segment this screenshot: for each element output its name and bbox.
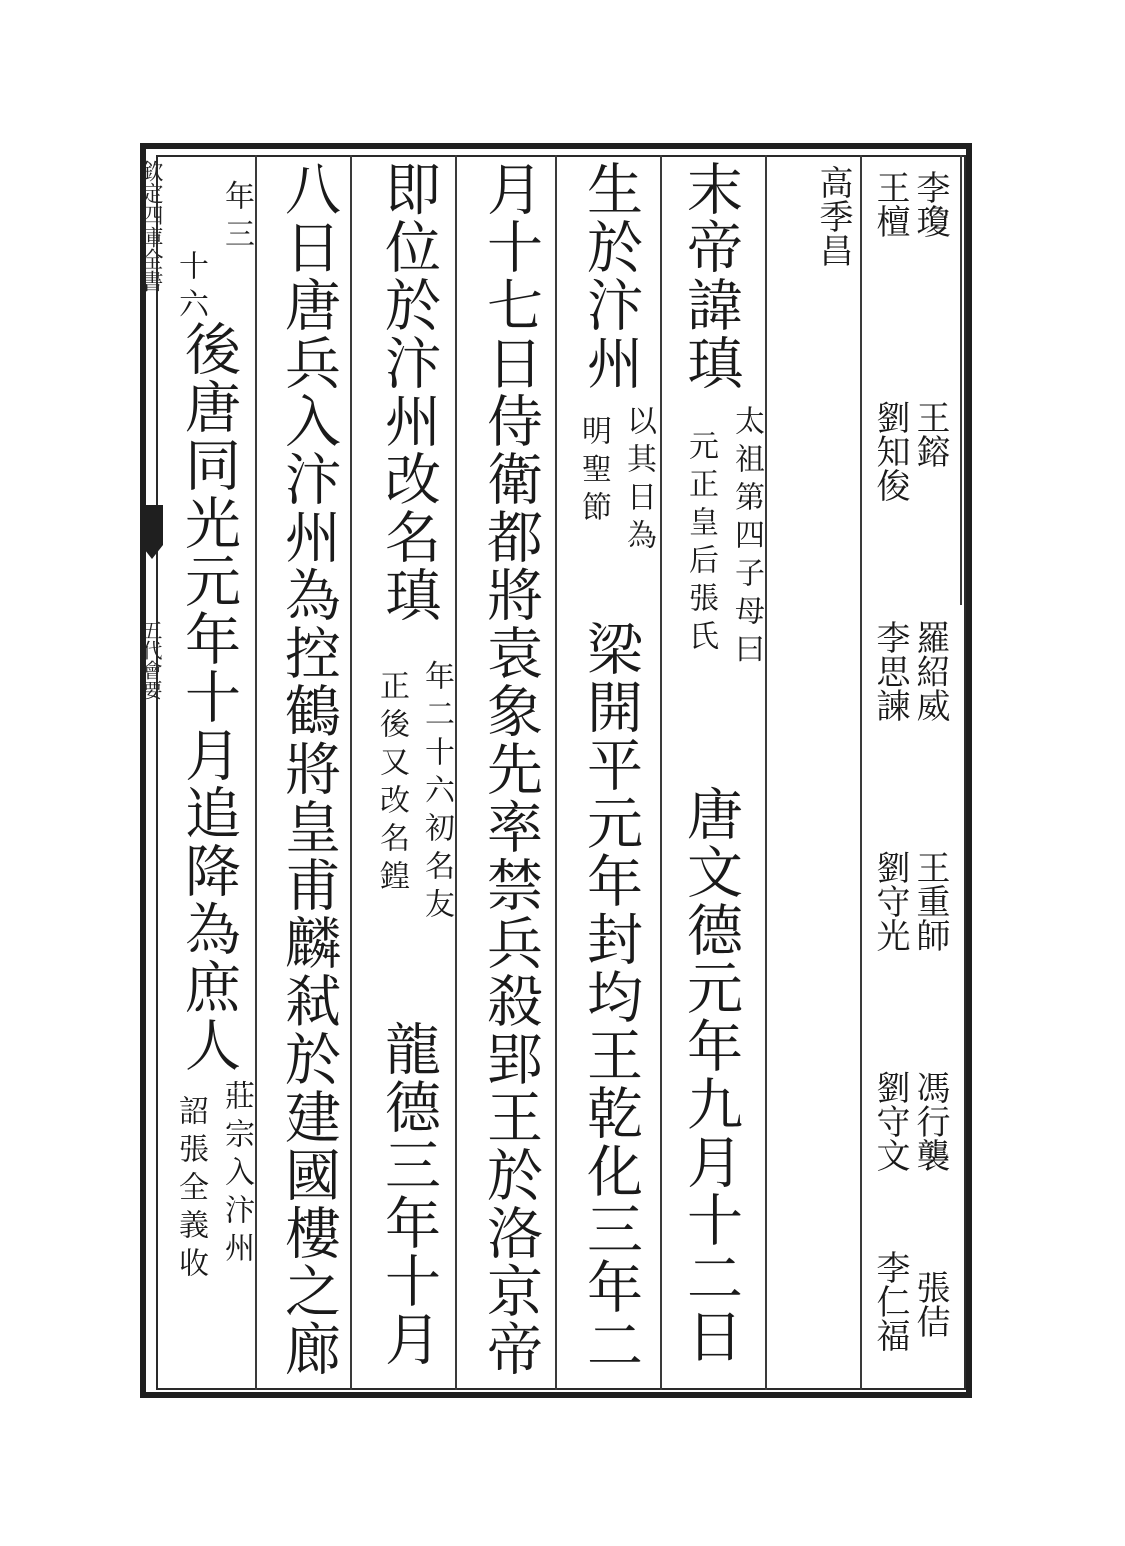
text-column-6-main: 後唐同光元年十月追降為庶人 (176, 320, 241, 1074)
name-entry: 王檀 (870, 170, 910, 238)
column-divider (765, 155, 767, 1390)
margin-book-title: 欽定四庫全書 (138, 160, 163, 292)
name-entry: 高季昌 (813, 165, 853, 267)
text-column-5-main: 八日唐兵入汴州為控鶴將皇甫麟弒於建國樓之廊 (276, 160, 341, 1378)
text-column-2-main-cont: 梁開平元年封均王乾化三年二 (578, 620, 643, 1374)
name-entry: 王重師 (910, 850, 950, 952)
text-column-2-main: 生於汴州 (578, 160, 643, 392)
column-divider (255, 155, 257, 1390)
name-entry: 劉守光 (870, 850, 910, 952)
text-column-1-note-left: 元正皇后張氏 (683, 430, 718, 658)
text-column-4-note-left: 正後又改名鍠 (374, 670, 409, 898)
name-entry: 張佶 (910, 1270, 950, 1338)
text-column-6-note-right: 年三 (219, 180, 254, 256)
column-divider (455, 155, 457, 1390)
text-column-1-note-right: 太祖第四子母曰 (729, 405, 764, 671)
text-column-6-note-left: 十六 (173, 250, 208, 326)
text-column-4-note-right: 年二十六初名友 (419, 660, 454, 926)
name-entry: 羅紹威 (910, 620, 950, 722)
name-entry: 劉守文 (870, 1070, 910, 1172)
name-entry: 李瓊 (910, 170, 950, 238)
margin-section-title: 五代會要 (139, 620, 163, 700)
text-column-6-note-left-2: 詔張全義收 (173, 1095, 208, 1285)
column-divider (555, 155, 557, 1390)
column-divider (960, 155, 962, 605)
text-column-6-note-right-2: 莊宗入汴州 (219, 1080, 254, 1270)
name-entry: 馮行襲 (910, 1070, 950, 1172)
name-entry: 王鎔 (910, 400, 950, 468)
name-entry: 李思諫 (870, 620, 910, 722)
text-column-4-main-cont: 龍德三年十月 (376, 1020, 441, 1368)
name-entry: 劉知俊 (870, 400, 910, 502)
fishtail-mark-icon (141, 505, 163, 545)
name-entry: 李仁福 (870, 1250, 910, 1352)
text-column-2-note-right: 以其日為 (621, 405, 656, 557)
text-column-3-main: 月十七日侍衛都將袁象先率禁兵殺郢王於洛京帝 (478, 160, 543, 1378)
text-column-1-main: 末帝諱瑱 (678, 160, 743, 392)
column-divider (860, 155, 862, 1390)
column-divider (660, 155, 662, 1390)
text-column-4-main: 即位於汴州改名瑱 (376, 160, 441, 624)
text-column-2-note-left: 明聖節 (576, 415, 611, 529)
column-divider (350, 155, 352, 1390)
text-column-1-main-cont: 唐文德元年九月十二日 (678, 785, 743, 1365)
